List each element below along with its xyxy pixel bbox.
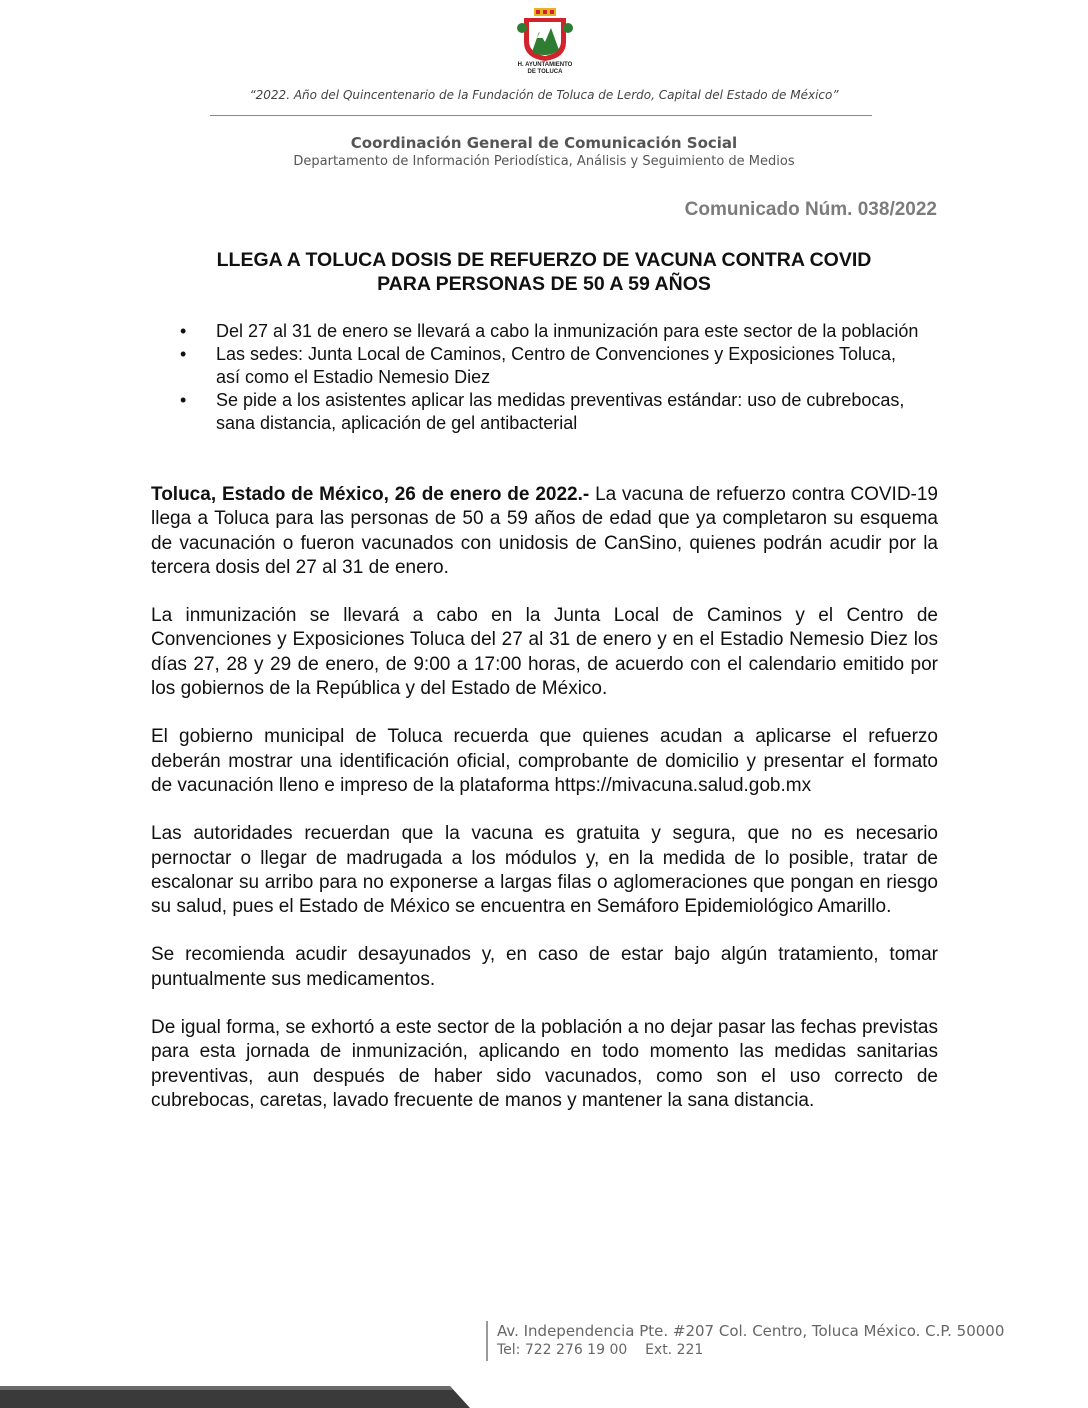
- headline-line-1: LLEGA A TOLUCA DOSIS DE REFUERZO DE VACUNA CONTRA COVID: [216, 249, 872, 271]
- bullet-icon: •: [180, 321, 187, 341]
- dateline: Toluca, Estado de México, 26 de enero de 2022.-: [151, 484, 590, 505]
- footer-phone: Tel: 722 276 19 00 Ext. 221: [497, 1342, 704, 1358]
- paragraph-2: La inmunización se llevará a cabo en la Junta Local de Caminos y el Centro de Convenciones y Exposiciones Toluca del 27 al 31 de enero y en el Estadio Nemesio Diez los días 27, 28 y 29 de enero, de 9:00 a 17:00 horas, de acuerdo con el calendario emitido por los gobiernos de la República y del Estado de México.: [151, 605, 938, 700]
- summary-bullets: [180, 320, 920, 435]
- headline-line-2: PARA PERSONAS DE 50 A 59 AÑOS: [377, 273, 711, 295]
- paragraph-1: [151, 483, 938, 580]
- department-title: Coordinación General de Comunicación Social: [350, 134, 738, 152]
- coat-of-arms-icon: [514, 8, 576, 62]
- toluca-logo: [514, 8, 576, 80]
- release-number: Comunicado Núm. 038/2022: [684, 199, 937, 220]
- department-subtitle: Departamento de Información Periodística, Análisis y Seguimiento de Medios: [293, 154, 795, 169]
- bullet-icon: •: [180, 390, 187, 410]
- header-divider: [210, 115, 872, 116]
- bullet-text: Se pide a los asistentes aplicar las medidas preventivas estándar: uso de cubrebocas, sana distancia, aplicación de gel antibacterial: [216, 390, 905, 433]
- year-motto: “2022. Año del Quincentenario de la Fundación de Toluca de Lerdo, Capital del Estado de México”: [249, 88, 839, 102]
- paragraph-1-text: La vacuna de refuerzo contra COVID-19 llega a Toluca para las personas de 50 a 59 años de edad que ya completaron su esquema de vacunación o fueron vacunados con unidosis de CanSino, quienes podrán acudir por la tercera dosis del 27 al 31 de enero.: [151, 484, 938, 578]
- logo-caption-line1: H. AYUNTAMIENTO: [517, 62, 573, 68]
- bullet-text: Del 27 al 31 de enero se llevará a cabo la inmunización para este sector de la población: [216, 321, 919, 341]
- bullet-icon: •: [180, 344, 187, 364]
- footer-divider: [486, 1321, 488, 1361]
- paragraph-6: De igual forma, se exhortó a este sector de la población a no dejar pasar las fechas previstas para esta jornada de inmunización, aplicando en todo momento las medidas sanitarias preventivas, aun después de haber sido vacunados, como son el uso correcto de cubrebocas, caretas, lavado frecuente de manos y mantener la sana distancia.: [151, 1017, 938, 1111]
- paragraph-5: Se recomienda acudir desayunados y, en caso de estar bajo algún tratamiento, tomar puntualmente sus medicamentos.: [151, 944, 938, 990]
- article-body: [151, 483, 938, 1137]
- footer-band: [0, 1386, 470, 1408]
- bullet-item: [180, 320, 920, 343]
- bullet-item: [180, 389, 920, 435]
- bullet-item: [180, 343, 920, 389]
- paragraph-4: Las autoridades recuerdan que la vacuna es gratuita y segura, que no es necesario pernoctar o llegar de madrugada a los módulos y, en la medida de lo posible, tratar de escalonar su arribo para no exponerse a largas filas o aglomeraciones que pongan en riesgo su salud, pues el Estado de México se encuentra en Semáforo Epidemiológico Amarillo.: [151, 823, 938, 918]
- headline: [150, 248, 938, 296]
- logo-caption-line2: DE TOLUCA: [527, 69, 563, 75]
- footer-address: Av. Independencia Pte. #207 Col. Centro, Toluca México. C.P. 50000: [497, 1322, 1005, 1340]
- bullet-text: Las sedes: Junta Local de Caminos, Centro de Convenciones y Exposiciones Toluca, así como el Estadio Nemesio Diez: [216, 344, 897, 387]
- paragraph-3: El gobierno municipal de Toluca recuerda que quienes acudan a aplicarse el refuerzo deberán mostrar una identificación oficial, comprobante de domicilio y presentar el formato de vacunación lleno e impreso de la plataforma https://mivacuna.salud.gob.mx: [151, 726, 938, 796]
